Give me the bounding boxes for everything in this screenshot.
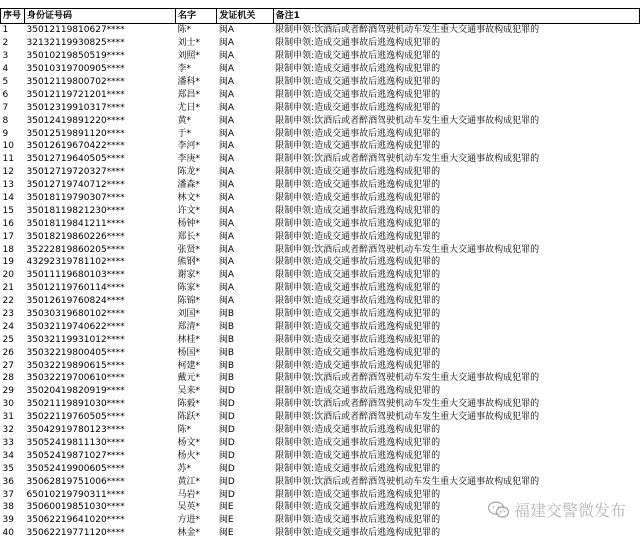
cell-seq: 24	[2, 321, 14, 332]
cell-id: 35222819860205****	[26, 244, 125, 255]
cell-org: 闽A	[218, 244, 235, 255]
cell-org: 闽A	[218, 89, 235, 100]
cell-note: 限制申领:造成交通事故后逃逸构成犯罪的	[275, 64, 441, 75]
restriction-table	[0, 8, 640, 539]
cell-name: 潘森*	[177, 180, 200, 191]
cell-note: 限制申领:饮酒后或者醉酒驾驶机动车发生重大交通事故构成犯罪的	[275, 115, 540, 126]
cell-seq: 26	[2, 347, 14, 358]
cell-note: 限制申领:造成交通事故后逃逸构成犯罪的	[275, 102, 441, 113]
cell-seq: 10	[2, 141, 14, 152]
cell-id: 35060019851030****	[26, 502, 125, 513]
cell-org: 闽A	[218, 51, 235, 62]
cell-org: 闽A	[218, 154, 235, 165]
cell-id: 35052419871027****	[26, 450, 125, 461]
cell-org: 闽D	[218, 412, 235, 423]
table-row	[1, 230, 640, 243]
cell-name: 陈跃*	[177, 412, 200, 423]
cell-id: 35018119821230****	[26, 205, 125, 216]
cell-id: 43292319781102****	[26, 257, 125, 268]
cell-org: 闽D	[218, 437, 235, 448]
cell-id: 35062219641020****	[26, 515, 125, 526]
cell-name: 陈毅*	[177, 399, 200, 410]
cell-id: 35011119680103****	[26, 270, 125, 281]
cell-seq: 4	[2, 64, 9, 75]
header-note: 备注1	[273, 9, 639, 24]
table-row	[1, 385, 640, 398]
cell-name: 陈锦*	[177, 296, 200, 307]
cell-note: 限制申领:造成交通事故后逃逸构成犯罪的	[275, 128, 441, 139]
cell-name: 郑长*	[177, 231, 200, 242]
cell-org: 闽A	[218, 25, 235, 36]
cell-id: 35012519891120****	[26, 128, 125, 139]
table-row	[1, 308, 640, 321]
cell-note: 限制申领:造成交通事故后逃逸构成犯罪的	[275, 257, 441, 268]
cell-name: 谢家*	[177, 270, 200, 281]
cell-org: 闽A	[218, 141, 235, 152]
table-row	[1, 63, 640, 76]
cell-org: 闽A	[218, 102, 235, 113]
cell-seq: 6	[2, 89, 9, 100]
cell-note: 限制申领:造成交通事故后逃逸构成犯罪的	[275, 334, 441, 345]
cell-note: 限制申领:饮酒后或者醉酒驾驶机动车发生重大交通事故构成犯罪的	[275, 244, 540, 255]
cell-note: 限制申领:造成交通事故后逃逸构成犯罪的	[275, 77, 441, 87]
cell-id: 35012619760824****	[26, 296, 125, 307]
cell-seq: 23	[2, 309, 14, 320]
cell-note: 限制申领:造成交通事故后逃逸构成犯罪的	[275, 515, 441, 526]
cell-org: 闽A	[218, 205, 235, 216]
cell-seq: 7	[2, 102, 9, 113]
table-row	[1, 501, 640, 514]
cell-note: 限制申领:造成交通事故后逃逸构成犯罪的	[275, 321, 441, 332]
cell-note: 限制申领:造成交通事故后逃逸构成犯罪的	[275, 437, 441, 448]
table-row	[1, 256, 640, 269]
cell-note: 限制申领:饮酒后或者醉酒驾驶机动车发生重大交通事故构成犯罪的	[275, 412, 540, 423]
cell-org: 闽A	[218, 218, 235, 229]
cell-id: 35030319680102****	[26, 309, 125, 320]
cell-name: 张贤*	[177, 244, 200, 255]
cell-seq: 30	[2, 399, 14, 410]
cell-name: 黄江*	[177, 476, 200, 487]
cell-seq: 13	[2, 180, 14, 191]
cell-name: 陈*	[177, 25, 191, 36]
cell-note: 限制申领:造成交通事故后逃逸构成犯罪的	[275, 309, 441, 320]
cell-seq: 12	[2, 167, 14, 178]
cell-id: 35010219850519****	[26, 51, 125, 62]
cell-seq: 32	[2, 425, 14, 436]
cell-org: 闽E	[218, 528, 234, 539]
table-row	[1, 50, 640, 63]
cell-id: 35012719740712****	[26, 180, 125, 191]
header-id: 身份证号码	[25, 9, 176, 24]
cell-id: 35012119810627****	[26, 25, 125, 36]
cell-org: 闽A	[218, 64, 235, 75]
table-row	[1, 437, 640, 450]
cell-id: 35018219860226****	[26, 231, 125, 242]
cell-name: 刘照*	[177, 51, 200, 62]
cell-org: 闽E	[218, 502, 234, 513]
cell-id: 65010219790311****	[26, 489, 125, 500]
cell-note: 限制申领:造成交通事故后逃逸构成犯罪的	[275, 167, 441, 178]
cell-note: 限制申领:造成交通事故后逃逸构成犯罪的	[275, 270, 441, 281]
cell-note: 限制申领:造成交通事故后逃逸构成犯罪的	[275, 89, 441, 100]
cell-id: 35012619670422****	[26, 141, 125, 152]
cell-seq: 25	[2, 334, 14, 345]
cell-name: 陈家*	[177, 283, 200, 294]
cell-name: 杨钟*	[177, 218, 200, 229]
cell-org: 闽D	[218, 399, 235, 410]
cell-note: 限制申领:造成交通事故后逃逸构成犯罪的	[275, 231, 441, 242]
cell-org: 闽D	[218, 425, 235, 436]
cell-id: 35012319910317****	[26, 102, 125, 113]
watermark-text: 福建交警微发布	[513, 501, 626, 520]
table-row	[1, 153, 640, 166]
cell-seq: 33	[2, 437, 14, 448]
table-row	[1, 114, 640, 127]
table-row	[1, 282, 640, 295]
cell-id: 35052419900605****	[26, 463, 125, 474]
header-row	[1, 9, 640, 24]
cell-org: 闽A	[218, 180, 235, 191]
cell-org: 闽B	[218, 360, 235, 371]
cell-org: 闽A	[218, 167, 235, 178]
cell-id: 35022119760505****	[26, 412, 125, 423]
cell-id: 35032119931012****	[26, 334, 125, 345]
cell-org: 闽A	[218, 296, 235, 307]
cell-seq: 36	[2, 476, 14, 487]
cell-name: 潘科*	[177, 77, 200, 87]
cell-org: 闽B	[218, 334, 235, 345]
cell-id: 35032219800405****	[26, 347, 125, 358]
table-row	[1, 333, 640, 346]
table-row	[1, 204, 640, 217]
header-seq: 序号	[1, 9, 25, 24]
cell-seq: 15	[2, 205, 14, 216]
cell-note: 限制申领:饮酒后或者醉酒驾驶机动车发生重大交通事故构成犯罪的	[275, 373, 540, 384]
cell-org: 闽A	[218, 257, 235, 268]
cell-org: 闽D	[218, 463, 235, 474]
cell-org: 闽A	[218, 283, 235, 294]
table-row	[1, 217, 640, 230]
cell-seq: 18	[2, 244, 14, 255]
cell-org: 闽B	[218, 309, 235, 320]
cell-name: 熊钢*	[177, 257, 200, 268]
table-row	[1, 449, 640, 462]
cell-name: 林金*	[177, 528, 200, 539]
cell-seq: 1	[2, 25, 9, 36]
cell-seq: 31	[2, 412, 14, 423]
cell-note: 限制申领:造成交通事故后逃逸构成犯罪的	[275, 283, 441, 294]
cell-name: 陈*	[177, 425, 191, 436]
cell-id: 35012119721201****	[26, 89, 125, 100]
cell-org: 闽A	[218, 77, 235, 87]
cell-seq: 8	[2, 115, 9, 126]
cell-name: 郑昌*	[177, 89, 200, 100]
table-row	[1, 269, 640, 282]
cell-name: 于*	[177, 128, 191, 139]
cell-id: 35052419811130****	[26, 437, 125, 448]
cell-note: 限制申领:造成交通事故后逃逸构成犯罪的	[275, 205, 441, 216]
cell-note: 限制申领:饮酒后或者醉酒驾驶机动车发生重大交通事故构成犯罪的	[275, 25, 540, 36]
cell-name: 林桂*	[177, 334, 200, 345]
table-row	[1, 488, 640, 501]
table-row	[1, 179, 640, 192]
cell-id: 35012419891220****	[26, 115, 125, 126]
cell-id: 35032119740622****	[26, 321, 125, 332]
cell-seq: 9	[2, 128, 9, 139]
cell-note: 限制申领:造成交通事故后逃逸构成犯罪的	[275, 360, 441, 371]
cell-seq: 3	[2, 51, 9, 62]
cell-note: 限制申领:饮酒后或者醉酒驾驶机动车发生重大交通事故构成犯罪的	[275, 476, 540, 487]
cell-org: 闽B	[218, 373, 235, 384]
table-row	[1, 411, 640, 424]
cell-name: 戴元*	[177, 373, 200, 384]
cell-seq: 29	[2, 386, 14, 397]
cell-id: 35021119891030****	[26, 399, 125, 410]
cell-seq: 19	[2, 257, 14, 268]
cell-id: 35032219890615****	[26, 360, 125, 371]
cell-note: 限制申领:造成交通事故后逃逸构成犯罪的	[275, 463, 441, 474]
header-name: 名字	[175, 9, 216, 24]
cell-note: 限制申领:造成交通事故后逃逸构成犯罪的	[275, 180, 441, 191]
cell-seq: 22	[2, 296, 14, 307]
cell-note: 限制申领:造成交通事故后逃逸构成犯罪的	[275, 528, 441, 539]
cell-id: 35012719720327****	[26, 167, 125, 178]
cell-seq: 11	[2, 154, 14, 165]
cell-id: 35020419820919****	[26, 386, 125, 397]
cell-org: 闽D	[218, 450, 235, 461]
cell-name: 陈龙*	[177, 167, 200, 178]
cell-id: 35010319700905****	[26, 64, 125, 75]
table-row	[1, 243, 640, 256]
table-row	[1, 346, 640, 359]
table-row	[1, 359, 640, 372]
cell-seq: 40	[2, 528, 14, 539]
cell-note: 限制申领:造成交通事故后逃逸构成犯罪的	[275, 386, 441, 397]
cell-id: 35062219771120****	[26, 528, 125, 539]
cell-org: 闽B	[218, 321, 235, 332]
cell-name: 吴英*	[177, 502, 200, 513]
cell-name: 黄*	[177, 115, 191, 126]
cell-name: 刘国*	[177, 309, 200, 320]
cell-org: 闽A	[218, 231, 235, 242]
table-row	[1, 424, 640, 437]
cell-seq: 37	[2, 489, 14, 500]
cell-note: 限制申领:饮酒后或者醉酒驾驶机动车发生重大交通事故构成犯罪的	[275, 399, 540, 410]
table-body	[1, 24, 640, 539]
table-row	[1, 166, 640, 179]
cell-name: 方进*	[177, 515, 200, 526]
cell-seq: 16	[2, 218, 14, 229]
table-row	[1, 127, 640, 140]
cell-note: 限制申领:饮酒后或者醉酒驾驶机动车发生重大交通事故构成犯罪的	[275, 154, 540, 165]
cell-name: 刘士*	[177, 38, 200, 49]
table-row	[1, 295, 640, 308]
cell-id: 35042919780123****	[26, 425, 125, 436]
cell-seq: 20	[2, 270, 14, 281]
cell-seq: 21	[2, 283, 14, 294]
cell-seq: 28	[2, 373, 14, 384]
cell-seq: 14	[2, 193, 14, 204]
cell-org: 闽A	[218, 115, 235, 126]
cell-note: 限制申领:造成交通事故后逃逸构成犯罪的	[275, 218, 441, 229]
cell-org: 闽A	[218, 38, 235, 49]
table-row	[1, 320, 640, 333]
cell-note: 限制申领:造成交通事故后逃逸构成犯罪的	[275, 489, 441, 500]
table-row	[1, 527, 640, 539]
table-row	[1, 76, 640, 89]
table-row	[1, 192, 640, 205]
cell-seq: 17	[2, 231, 14, 242]
cell-name: 马岩*	[177, 489, 200, 500]
cell-name: 柯建*	[177, 360, 200, 371]
cell-org: 闽E	[218, 515, 234, 526]
cell-note: 限制申领:造成交通事故后逃逸构成犯罪的	[275, 425, 441, 436]
cell-id: 35012119760114****	[26, 283, 125, 294]
cell-note: 限制申领:造成交通事故后逃逸构成犯罪的	[275, 51, 441, 62]
cell-note: 限制申领:造成交通事故后逃逸构成犯罪的	[275, 296, 441, 307]
cell-name: 苏*	[177, 463, 191, 474]
table-row	[1, 140, 640, 153]
cell-org: 闽A	[218, 270, 235, 281]
table-row	[1, 88, 640, 101]
cell-name: 尤日*	[177, 102, 200, 113]
cell-org: 闽A	[218, 128, 235, 139]
cell-seq: 27	[2, 360, 14, 371]
cell-seq: 5	[2, 77, 9, 87]
cell-id: 35012119800702****	[26, 77, 125, 87]
cell-id: 35062819751006****	[26, 476, 125, 487]
cell-seq: 2	[2, 38, 9, 49]
table-row	[1, 398, 640, 411]
cell-name: 杨文*	[177, 437, 200, 448]
cell-seq: 35	[2, 463, 14, 474]
cell-org: 闽D	[218, 476, 235, 487]
cell-seq: 38	[2, 502, 14, 513]
cell-name: 杨火*	[177, 450, 200, 461]
cell-org: 闽B	[218, 347, 235, 358]
table-row	[1, 37, 640, 50]
table-row	[1, 101, 640, 114]
cell-id: 35018119790307****	[26, 193, 125, 204]
cell-name: 许文*	[177, 205, 200, 216]
cell-note: 限制申领:造成交通事故后逃逸构成犯罪的	[275, 193, 441, 204]
cell-org: 闽D	[218, 386, 235, 397]
cell-seq: 39	[2, 515, 14, 526]
cell-seq: 34	[2, 450, 14, 461]
cell-org: 闽A	[218, 193, 235, 204]
cell-note: 限制申领:造成交通事故后逃逸构成犯罪的	[275, 450, 441, 461]
cell-note: 限制申领:造成交通事故后逃逸构成犯罪的	[275, 38, 441, 49]
cell-name: 李庚*	[177, 154, 200, 165]
table-row	[1, 24, 640, 37]
table-row	[1, 475, 640, 488]
cell-id: 32132119930825****	[26, 38, 125, 49]
cell-note: 限制申领:造成交通事故后逃逸构成犯罪的	[275, 502, 441, 513]
cell-name: 吴来*	[177, 386, 200, 397]
cell-note: 限制申领:造成交通事故后逃逸构成犯罪的	[275, 141, 441, 152]
cell-name: 郑清*	[177, 321, 200, 332]
cell-id: 35032219700610****	[26, 373, 125, 384]
table-row	[1, 462, 640, 475]
cell-name: 李*	[177, 64, 191, 75]
cell-name: 杨国*	[177, 347, 200, 358]
cell-id: 35018119841211****	[26, 218, 125, 229]
cell-org: 闽D	[218, 489, 235, 500]
cell-note: 限制申领:造成交通事故后逃逸构成犯罪的	[275, 347, 441, 358]
cell-id: 35012719640505****	[26, 154, 125, 165]
cell-name: 林文*	[177, 193, 200, 204]
table-row	[1, 372, 640, 385]
cell-name: 李河*	[177, 141, 200, 152]
table-row	[1, 514, 640, 527]
header-org: 发证机关	[217, 9, 273, 24]
